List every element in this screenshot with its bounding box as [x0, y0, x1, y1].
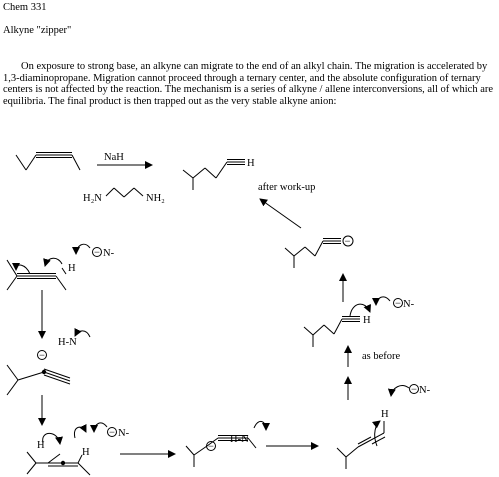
step1-alkyne: [7, 244, 115, 290]
allene-step: [337, 385, 431, 470]
product-terminal-alkyne: [183, 158, 255, 190]
after-workup-label: after work-up: [258, 182, 316, 193]
acid-label-2: H-N: [230, 434, 249, 445]
propargyl-charge: −: [208, 441, 214, 453]
step3-allene: [27, 423, 130, 475]
base-label: N-: [403, 299, 415, 310]
step3-h-label: H: [82, 447, 90, 458]
terminal-alkyne-step: [304, 297, 415, 347]
workup-arrow: [260, 199, 301, 228]
base-charge-2: −: [411, 384, 417, 396]
page-title: Alkyne "zipper": [3, 25, 72, 36]
base-label-2: N-: [419, 385, 431, 396]
reagent-label: NaH: [104, 152, 124, 163]
course-label: Chem 331: [3, 2, 47, 13]
alkyne-anion: [285, 236, 353, 268]
starting-alkyne: [16, 153, 80, 171]
base-charge-4: −: [109, 427, 115, 439]
anion-charge: −: [344, 236, 351, 248]
step3-h-left: H: [37, 440, 45, 451]
diaminopropane: [83, 188, 165, 204]
allenyl-charge: −: [39, 350, 45, 362]
intro-text: On exposure to strong base, an alkyne can migrate to the end of an alkyl chain. The migration is accelerated by 1,3-diaminopropane. Migration cannot proceed through a ternary center, and the absolute configuration of ternary centers is not affected by the reaction. The mechanism is a series of alkyne / allene interconversions, all of which are equilibria. The final product is then trapped out as the very stable alkyne anion:: [3, 61, 494, 107]
base-label-3: N-: [103, 248, 115, 259]
step1-h-label: H: [68, 263, 76, 274]
diamine-left-label: H₂N: [83, 193, 102, 204]
base-charge: −: [395, 298, 401, 310]
base-label-4: N-: [118, 428, 130, 439]
proton-h-label: H: [363, 315, 371, 326]
acid-label: H-N: [58, 337, 77, 348]
step2-allene: [7, 331, 90, 395]
allene-h-label: H: [381, 409, 389, 420]
step4-propargyl: [186, 421, 266, 467]
terminal-h-label: H: [247, 158, 255, 169]
base-charge-3: −: [94, 247, 100, 259]
as-before-label: as before: [362, 351, 401, 362]
diamine-right-label: NH₂: [146, 193, 165, 204]
